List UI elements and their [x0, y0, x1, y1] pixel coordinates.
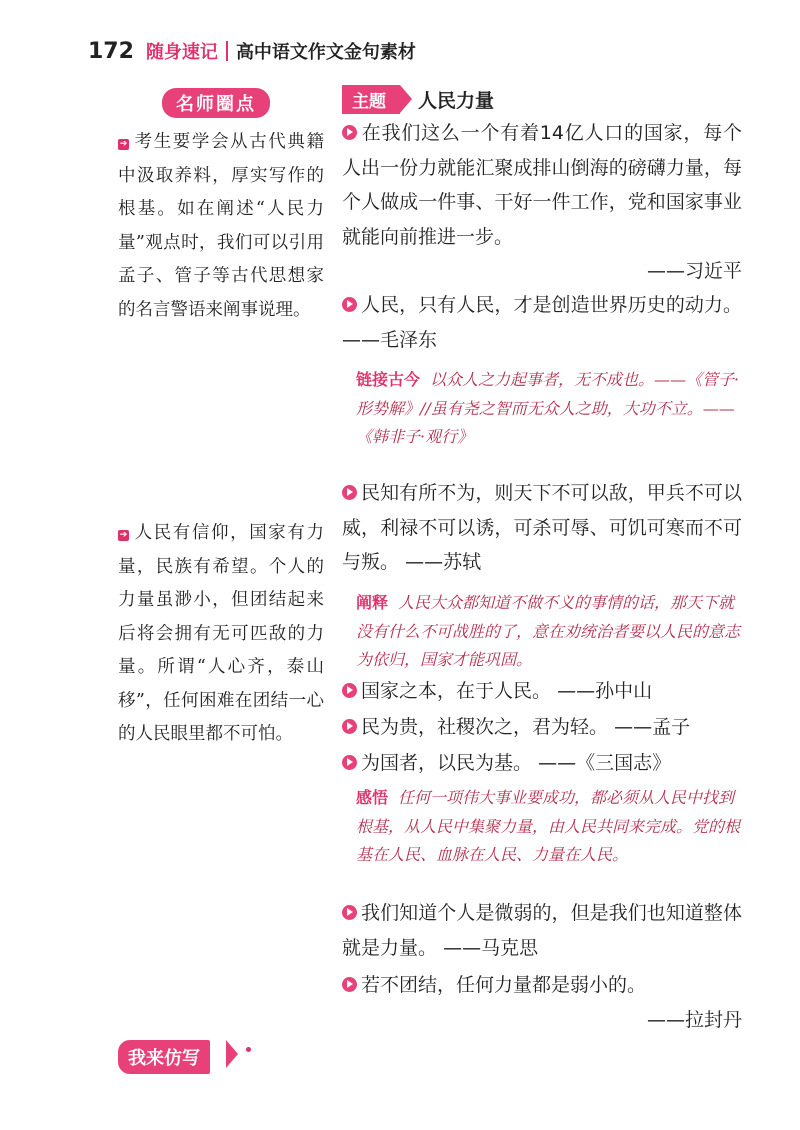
imitate-writing-banner: 我来仿写	[118, 1040, 210, 1074]
banner-tail	[226, 1040, 238, 1068]
play-bullet-icon	[342, 297, 357, 312]
quote-8	[342, 968, 742, 1037]
quote-text: 我们知道个人是微弱的，但是我们也知道整体就是力量。	[342, 902, 742, 959]
quote-4	[342, 674, 742, 709]
quote-text: 若不团结，任何力量都是弱小的。	[361, 974, 647, 996]
quote-text: 民知有所不为，则天下不可以敌，甲兵不可以威，利禄不可以诱，可杀可辱、可饥可寒而不可与叛。	[342, 482, 742, 573]
play-bullet-icon	[342, 755, 357, 770]
quote-source: ——毛泽东	[342, 328, 438, 351]
quote-source: ——苏轼	[405, 551, 482, 573]
teacher-notes-column	[118, 88, 324, 744]
note-text: 人民大众都知道不做不义的事情的话，那天下就没有什么不可战胜的了，意在劝统治者要以人民的意志为依归，国家才能巩固。	[356, 593, 741, 669]
quote-text: 在我们这么一个有着14亿人口的国家，每个人出一份力就能汇聚成排山倒海的磅礴力量，每个人做成一件事、干好一件工作，党和国家事业就能向前推进一步。	[342, 122, 742, 248]
theme-tag: 主题	[342, 85, 400, 114]
note-label: 感悟	[356, 788, 389, 807]
quote-3	[342, 476, 742, 580]
quotes-column	[342, 84, 742, 1031]
quote-text: 国家之本，在于人民。	[361, 680, 552, 702]
quote-source: ——拉封丹	[646, 1008, 742, 1031]
play-bullet-icon	[342, 977, 357, 992]
quote-6	[342, 746, 742, 781]
header-divider	[226, 41, 228, 61]
play-bullet-icon	[342, 719, 357, 734]
insight-note	[356, 784, 742, 870]
quote-source: ——孙中山	[557, 680, 653, 702]
decorative-dot	[246, 1047, 251, 1052]
arrow-box-icon: ➔	[119, 530, 128, 540]
quote-1	[342, 116, 742, 289]
quote-7	[342, 896, 742, 965]
quote-2	[342, 288, 742, 357]
note-text: 任何一项伟大事业要成功，都必须从人民中找到根基，从人民中集聚力量，由人民共同来完成。党的根基在人民、血脉在人民、力量在人民。	[356, 788, 741, 864]
section-label: 随身速记	[145, 42, 218, 63]
note-text: 以众人之力起事者，无不成也。——《管子·形势解》//虽有尧之智而无众人之助，大功不立。——《韩非子·观行》	[356, 370, 740, 446]
page-header	[88, 36, 416, 66]
teacher-notes-banner: 名师圈点	[162, 88, 270, 118]
play-bullet-icon	[342, 683, 357, 698]
quote-text: 人民，只有人民，才是创造世界历史的动力。	[361, 294, 742, 316]
note-label: 阐释	[356, 593, 389, 612]
teacher-note-1	[118, 126, 324, 327]
page-number: 172	[88, 38, 134, 64]
play-bullet-icon	[342, 125, 357, 140]
teacher-note-1-text: 考生要学会从古代典籍中汲取养料，厚实写作的根基。如在阐述“人民力量”观点时，我们可以引用孟子、管子等古代思想家的名言警语来阐事说理。	[118, 132, 324, 320]
note-label: 链接古今	[356, 370, 421, 389]
arrow-box-icon: ➔	[119, 139, 128, 149]
book-title: 高中语文作文金句素材	[235, 42, 416, 63]
teacher-note-2	[118, 517, 324, 752]
explain-note	[356, 589, 742, 675]
theme-header	[342, 84, 742, 114]
link-ancient-note	[356, 366, 742, 452]
quote-source: ——《三国志》	[538, 752, 672, 774]
quote-5	[342, 710, 742, 745]
quote-source: ——习近平	[646, 260, 742, 282]
play-bullet-icon	[342, 485, 357, 500]
quote-text: 为国者，以民为基。	[361, 752, 533, 774]
theme-title: 人民力量	[418, 89, 495, 112]
quote-source: ——马克思	[443, 936, 539, 959]
quote-source: ——孟子	[614, 716, 691, 738]
teacher-note-2-text: 人民有信仰，国家有力量，民族有希望。个人的力量虽渺小，但团结起来后将会拥有无可匹敌的力量。所谓“人心齐，泰山移”，任何困难在团结一心的人民眼里都不可怕。	[118, 523, 324, 744]
play-bullet-icon	[342, 905, 357, 920]
quote-text: 民为贵，社稷次之，君为轻。	[361, 716, 609, 738]
